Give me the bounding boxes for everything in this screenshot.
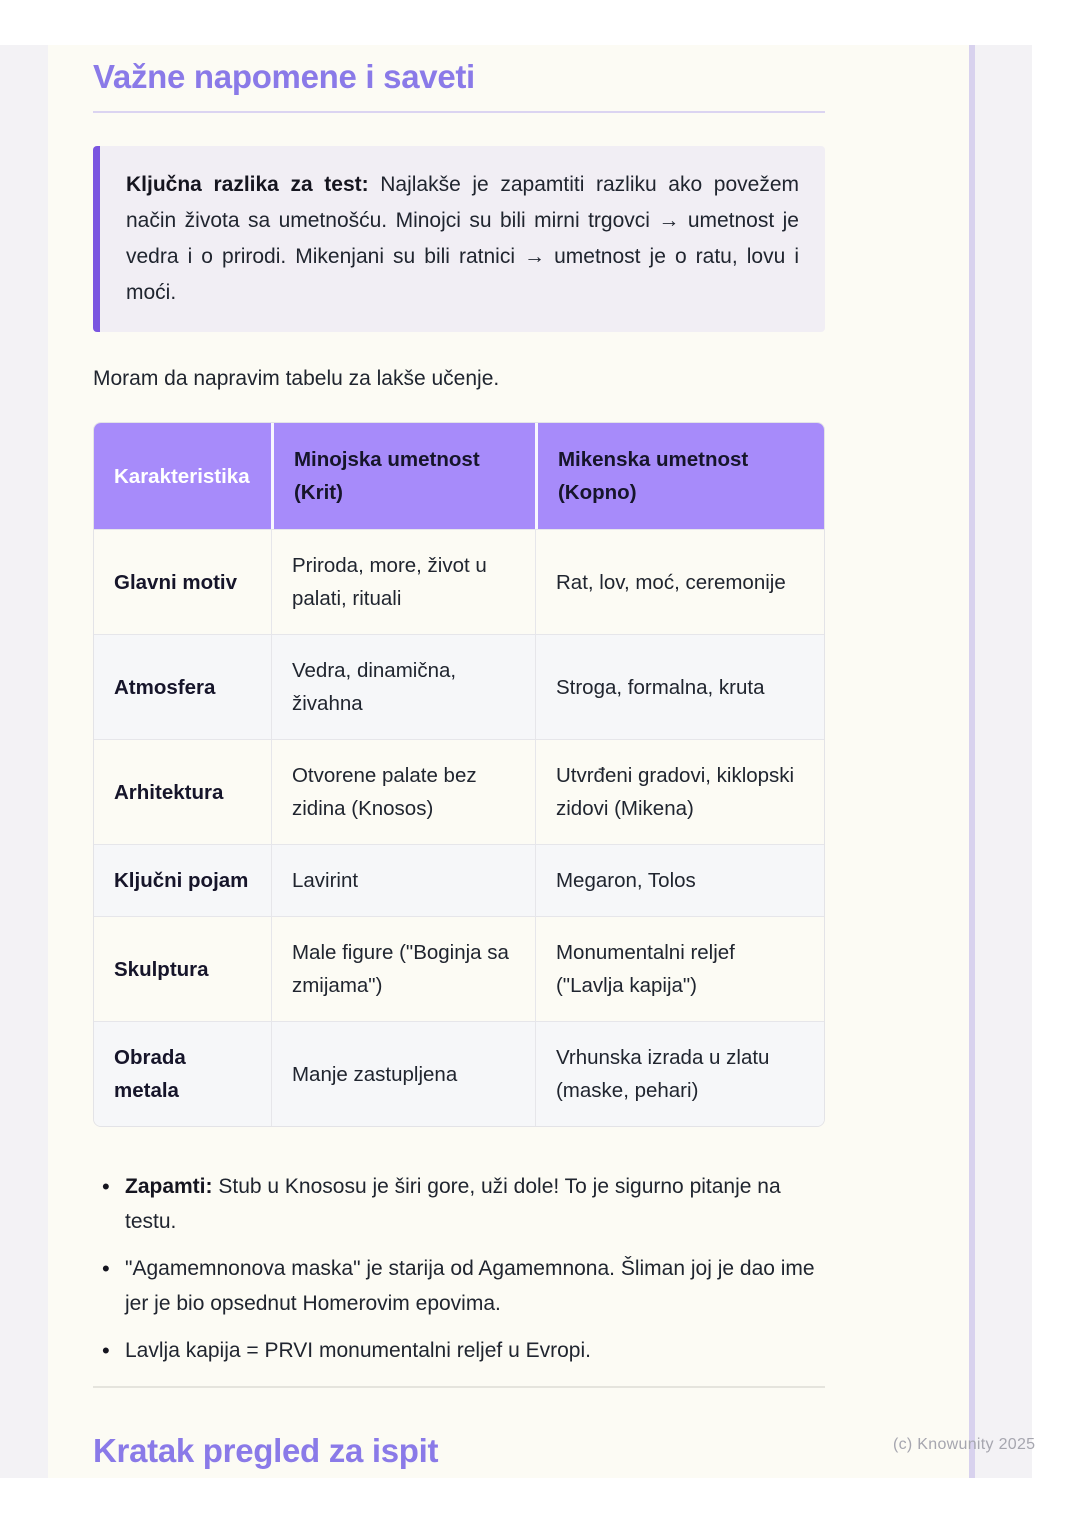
cell-mycenaean: Megaron, Tolos bbox=[535, 844, 824, 916]
row-label: Glavni motiv bbox=[94, 529, 271, 634]
cell-minoan: Manje zastupljena bbox=[271, 1021, 535, 1126]
note-text: Stub u Knososu je širi gore, uži dole! To je sigurno pitanje na testu. bbox=[125, 1175, 781, 1233]
table-header-row bbox=[94, 423, 824, 529]
key-difference-callout bbox=[93, 146, 825, 332]
table-row bbox=[94, 1021, 824, 1126]
table-row bbox=[94, 916, 824, 1021]
row-label: Obrada metala bbox=[94, 1021, 271, 1126]
note-text: Lavlja kapija = PRVI monumentalni reljef u Evropi. bbox=[125, 1339, 591, 1362]
comparison-table bbox=[93, 422, 825, 1127]
row-label: Skulptura bbox=[94, 916, 271, 1021]
section-end-divider bbox=[93, 1386, 825, 1388]
intro-paragraph: Moram da napravim tabelu za lakše učenje. bbox=[93, 367, 500, 390]
cell-minoan: Lavirint bbox=[271, 844, 535, 916]
cell-mycenaean: Rat, lov, moć, ceremonije bbox=[535, 529, 824, 634]
cell-mycenaean: Utvrđeni gradovi, kiklopski zidovi (Mikena) bbox=[535, 739, 824, 844]
next-section-title: Kratak pregled za ispit bbox=[93, 1432, 439, 1469]
watermark: (c) Knowunity 2025 bbox=[893, 1436, 1036, 1453]
row-label: Atmosfera bbox=[94, 634, 271, 739]
callout-bold-label: Ključna razlika za test: bbox=[126, 173, 369, 196]
table-row bbox=[94, 739, 824, 844]
notes-list bbox=[93, 1169, 825, 1368]
header-cell-minoan: Minojska umetnost (Krit) bbox=[271, 423, 535, 529]
cell-mycenaean: Vrhunska izrada u zlatu (maske, pehari) bbox=[535, 1021, 824, 1126]
row-label: Ključni pojam bbox=[94, 844, 271, 916]
comparison-table-header bbox=[94, 423, 824, 529]
note-text: "Agamemnonova maska" je starija od Agamemnona. Šliman joj je dao ime jer je bio opsednut Homerovim epovima. bbox=[125, 1257, 815, 1315]
cell-mycenaean: Monumentalni reljef ("Lavlja kapija") bbox=[535, 916, 824, 1021]
section-title: Važne napomene i saveti bbox=[93, 58, 475, 95]
cell-minoan: Vedra, dinamična, živahna bbox=[271, 634, 535, 739]
list-item bbox=[93, 1333, 825, 1368]
callout-body: Najlakše je zapamtiti razliku ako povežem način života sa umetnošću. Minojci su bili mirni trgovci → umetnost je vedra i o prirodi. Mikenjani su bili ratnici → umetnost je o ratu, lovu i moći. bbox=[126, 173, 799, 304]
document-viewer-background bbox=[0, 45, 1032, 1478]
header-cell-mycenaean: Mikenska umetnost (Kopno) bbox=[535, 423, 824, 529]
comparison-table-body bbox=[94, 529, 824, 1126]
note-bold-label: Zapamti: bbox=[125, 1175, 213, 1198]
page-content bbox=[93, 58, 825, 1470]
header-cell-characteristic: Karakteristika bbox=[94, 423, 271, 529]
list-item bbox=[93, 1169, 825, 1239]
cell-minoan: Priroda, more, život u palati, rituali bbox=[271, 529, 535, 634]
row-label: Arhitektura bbox=[94, 739, 271, 844]
cell-mycenaean: Stroga, formalna, kruta bbox=[535, 634, 824, 739]
table-row bbox=[94, 529, 824, 634]
document-page bbox=[48, 45, 975, 1478]
list-item bbox=[93, 1251, 825, 1321]
section-title-divider bbox=[93, 111, 825, 113]
callout-text bbox=[126, 167, 799, 311]
table-row bbox=[94, 844, 824, 916]
table-row bbox=[94, 634, 824, 739]
cell-minoan: Otvorene palate bez zidina (Knosos) bbox=[271, 739, 535, 844]
cell-minoan: Male figure ("Boginja sa zmijama") bbox=[271, 916, 535, 1021]
